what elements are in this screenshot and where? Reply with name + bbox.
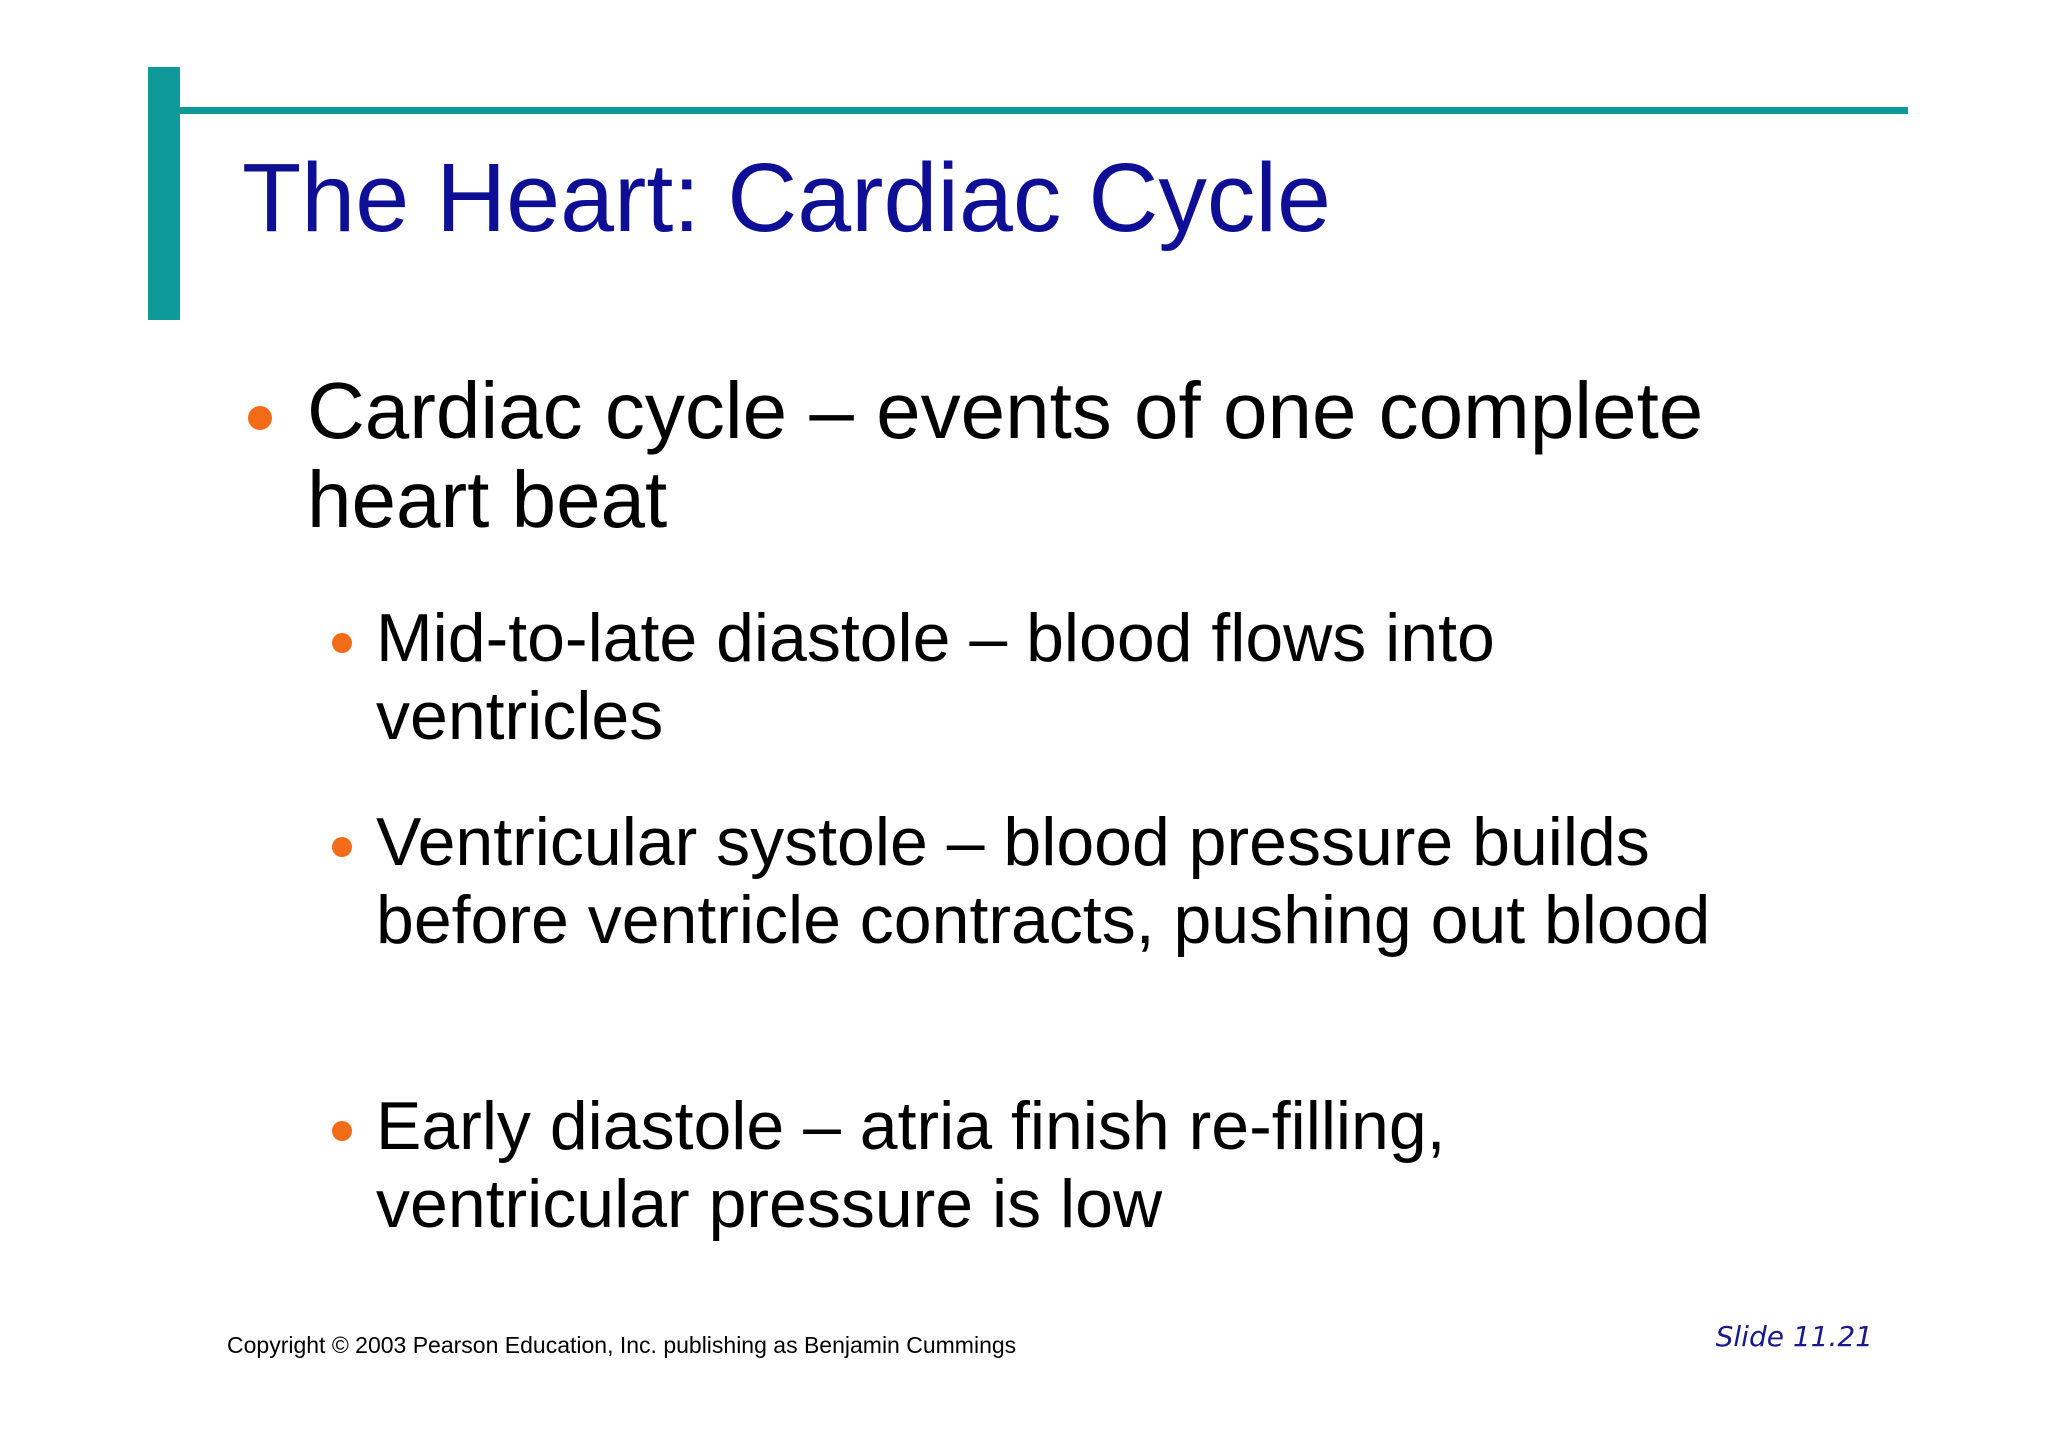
bullet-item bbox=[307, 366, 1807, 544]
bullet-text: Cardiac cycle – events of one complete heart beat bbox=[307, 366, 1704, 544]
slide-title: The Heart: Cardiac Cycle bbox=[242, 143, 1331, 252]
slide-number: Slide 11.21 bbox=[1715, 1320, 1873, 1353]
bullet-dot-icon bbox=[332, 1121, 352, 1141]
bullet-dot-icon bbox=[332, 837, 352, 857]
bullet-dot-icon bbox=[332, 633, 352, 653]
copyright-notice: Copyright © 2003 Pearson Education, Inc. publishing as Benjamin Cummings bbox=[227, 1332, 1017, 1358]
bullet-dot-icon bbox=[248, 406, 272, 430]
sub-bullet-text: Early diastole – atria finish re-filling, ventricular pressure is low bbox=[376, 1088, 1446, 1242]
sub-bullet-item bbox=[376, 1087, 1776, 1243]
sub-bullet-text: Mid-to-late diastole – blood flows into ventricles bbox=[376, 600, 1495, 754]
sub-bullet-text: Ventricular systole – blood pressure builds before ventricle contracts, pushing out blood bbox=[376, 804, 1711, 958]
sub-bullet-item bbox=[376, 599, 1776, 755]
title-accent-bar bbox=[148, 67, 180, 320]
title-accent-line bbox=[180, 107, 1908, 114]
sub-bullet-item bbox=[376, 803, 1776, 959]
